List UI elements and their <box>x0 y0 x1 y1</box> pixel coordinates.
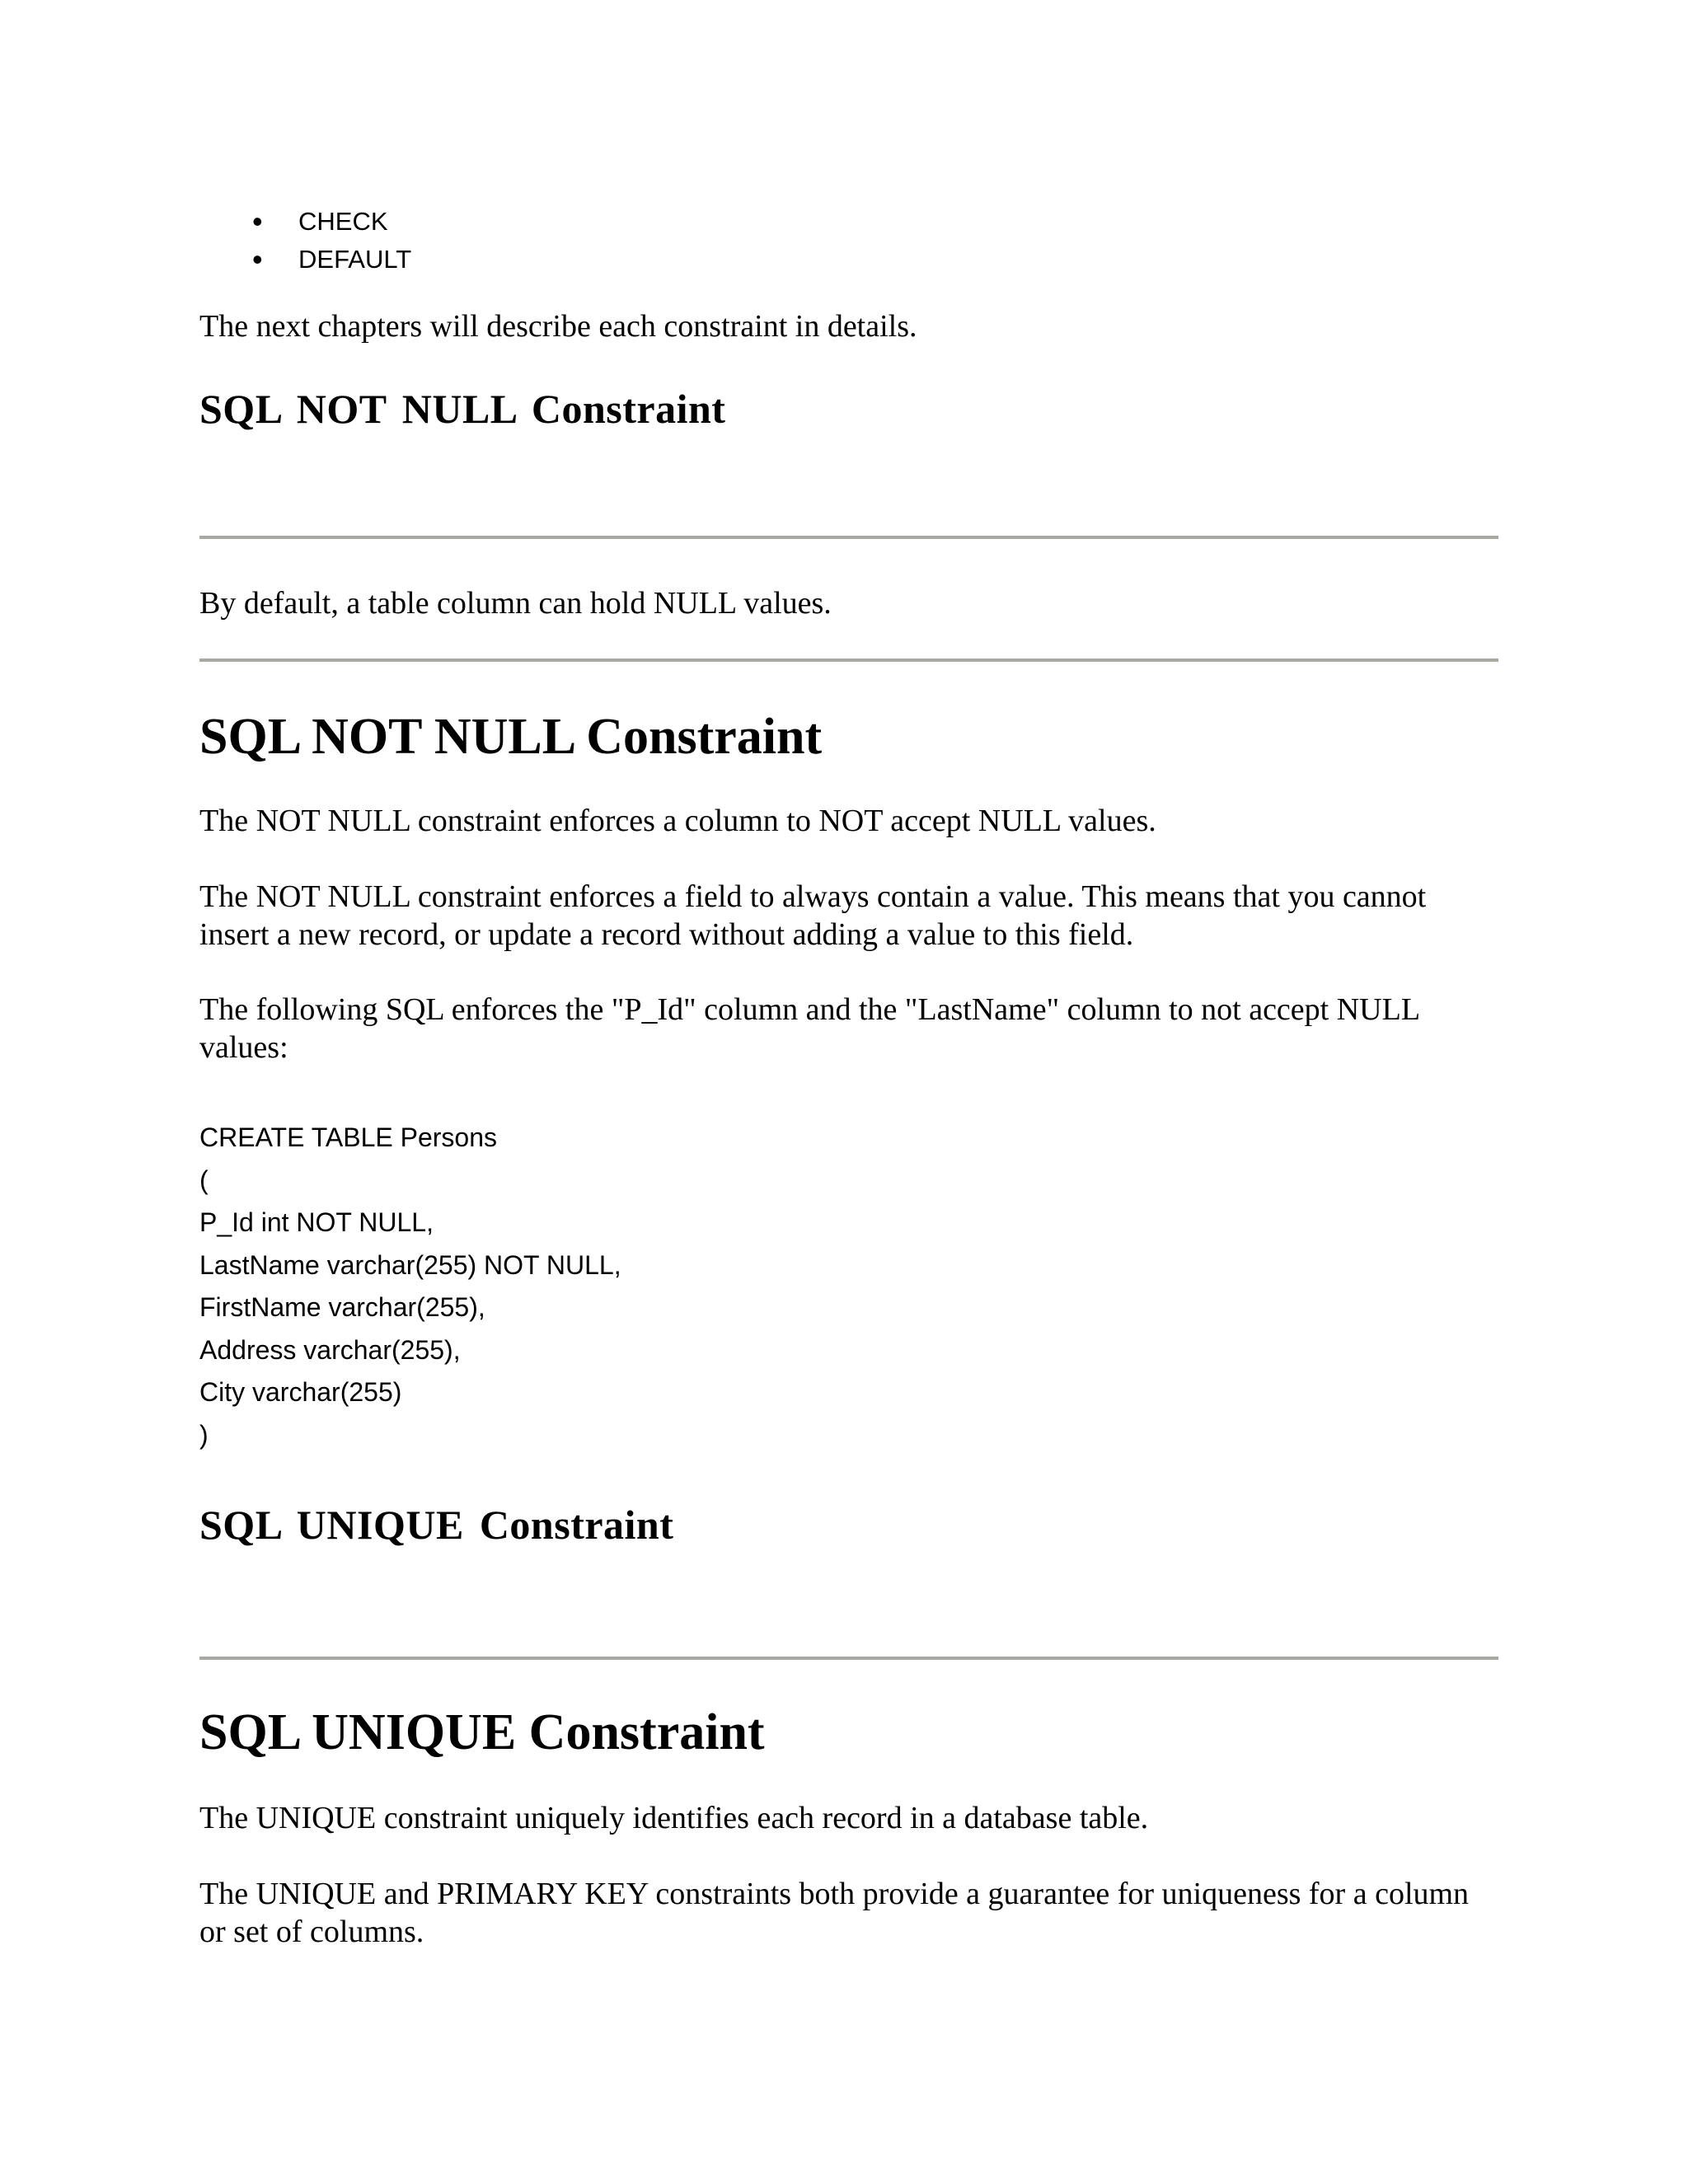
code-line: CREATE TABLE Persons <box>199 1122 498 1152</box>
not-null-heading: SQL NOT NULL Constraint <box>199 709 823 765</box>
divider <box>199 658 1498 662</box>
unique-paragraph-2: The UNIQUE and PRIMARY KEY constraints both provide a guarantee for uniqueness for a column or set of columns. <box>199 1877 1470 1949</box>
not-null-paragraph-1: The NOT NULL constraint enforces a column to NOT accept NULL values. <box>199 804 1156 838</box>
code-line: ) <box>199 1419 209 1450</box>
unique-small-heading: SQL UNIQUE Constraint <box>199 1502 674 1548</box>
default-note-paragraph: By default, a table column can hold NULL values. <box>199 586 832 621</box>
code-line: P_Id int NOT NULL, <box>199 1207 434 1237</box>
not-null-small-heading: SQL NOT NULL Constraint <box>199 386 726 432</box>
divider <box>199 536 1498 539</box>
divider <box>199 1657 1498 1660</box>
code-line: LastName varchar(255) NOT NULL, <box>199 1249 621 1280</box>
code-line: Address varchar(255), <box>199 1334 461 1365</box>
list-item: • DEFAULT <box>256 241 411 279</box>
code-line: FirstName varchar(255), <box>199 1292 485 1322</box>
not-null-paragraph-3: The following SQL enforces the "P_Id" column and the "LastName" column to not accept NULL values: <box>199 992 1419 1065</box>
not-null-paragraph-2: The NOT NULL constraint enforces a field to always contain a value. This means that you cannot insert a new record, or update a record without adding a value to this field. <box>199 879 1427 952</box>
unique-paragraph-1: The UNIQUE constraint uniquely identifies each record in a database table. <box>199 1801 1149 1835</box>
constraint-list <box>256 203 411 279</box>
code-line: City varchar(255) <box>199 1377 402 1407</box>
sql-code-block <box>199 1117 621 1456</box>
unique-heading: SQL UNIQUE Constraint <box>199 1704 765 1760</box>
intro-paragraph: The next chapters will describe each constraint in details. <box>199 309 917 344</box>
code-line: ( <box>199 1165 209 1195</box>
list-item: • CHECK <box>256 203 411 241</box>
